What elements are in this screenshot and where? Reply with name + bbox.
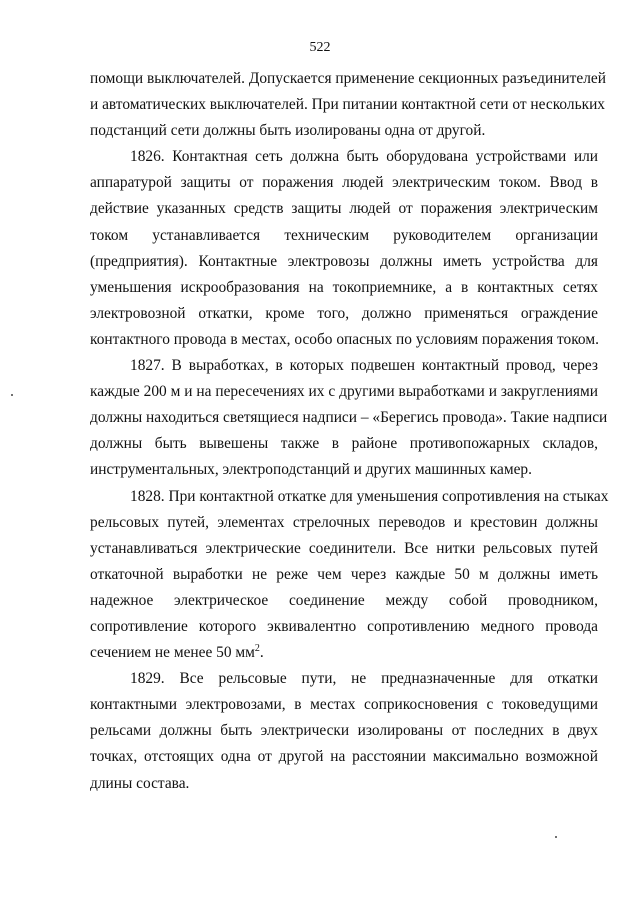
paragraph-1829: [90, 666, 598, 796]
page-number: 522: [309, 40, 331, 55]
text-line: действие указанных средств защиты людей от поражения электрическим: [90, 200, 598, 218]
text-line: контактными электровозами, в местах соприкосновения с токоведущими: [90, 696, 598, 714]
text-line: контактного провода в местах, особо опасных по условиям поражения током.: [90, 330, 599, 348]
text-line: 1828. При контактной откатке для уменьшения сопротивления на стыках: [130, 487, 609, 505]
scan-speck: [11, 394, 13, 396]
text-line: точках, отстоящих одна от другой на расстоянии максимально возможной: [90, 748, 598, 766]
text-line: электровозной откатки, кроме того, должно применяться ограждение: [90, 304, 598, 322]
text-line: рельсами должны быть электрически изолированы от последних в двух: [90, 722, 598, 740]
text-line: каждые 200 м и на пересечениях их с другими выработками и закруглениями: [90, 383, 598, 401]
text-line-with-superscript: [90, 640, 598, 666]
paragraph-1827: [90, 353, 608, 483]
text-line: устанавливаться электрические соединители. Все нитки рельсовых путей: [90, 539, 598, 557]
text-line: (предприятия). Контактные электровозы должны иметь устройства для: [90, 252, 598, 270]
text-run: .: [259, 644, 264, 662]
text-line: откаточной выработки не реже чем через каждые 50 м должны иметь: [90, 565, 598, 583]
scan-speck: [555, 836, 557, 838]
text-line: инструментальных, электроподстанций и других машинных камер.: [90, 461, 532, 479]
text-line: уменьшения искрообразования на токоприемнике, а в контактных сетях: [90, 278, 598, 296]
text-line: длины состава.: [90, 774, 190, 792]
text-line: должны находиться светящиеся надписи – «Берегись провода». Такие надписи: [90, 409, 608, 427]
text-line: 1827. В выработках, в которых подвешен контактный провод, через: [130, 357, 598, 375]
body-text: [90, 66, 609, 797]
text-line: 1826. Контактная сеть должна быть оборудована устройствами или: [130, 148, 598, 166]
superscript: 2: [254, 642, 260, 654]
text-line: надежное электрическое соединение между собой проводником,: [90, 591, 598, 609]
text-line: должны быть вывешены также в районе противопожарных складов,: [90, 435, 598, 453]
text-line: сопротивление которого эквивалентно сопротивлению медного провода: [90, 617, 598, 635]
text-line: аппаратурой защиты от поражения людей электрическим током. Ввод в: [90, 174, 598, 192]
text-line: 1829. Все рельсовые пути, не предназначенные для откатки: [130, 670, 598, 688]
text-line: током устанавливается техническим руководителем организации: [90, 226, 598, 244]
paragraph-1828: [90, 484, 609, 667]
text-line: подстанций сети должны быть изолированы одна от другой.: [90, 122, 486, 140]
text-line: рельсовых путей, элементах стрелочных переводов и крестовин должны: [90, 513, 598, 531]
text-line: и автоматических выключателей. При питании контактной сети от нескольких: [90, 96, 606, 114]
text-line: помощи выключателей. Допускается применение секционных разъединителей: [90, 70, 606, 87]
paragraph-1826: [90, 144, 598, 353]
paragraph-continuation: [90, 66, 606, 144]
text-run: сечением не менее 50 мм: [90, 644, 255, 662]
